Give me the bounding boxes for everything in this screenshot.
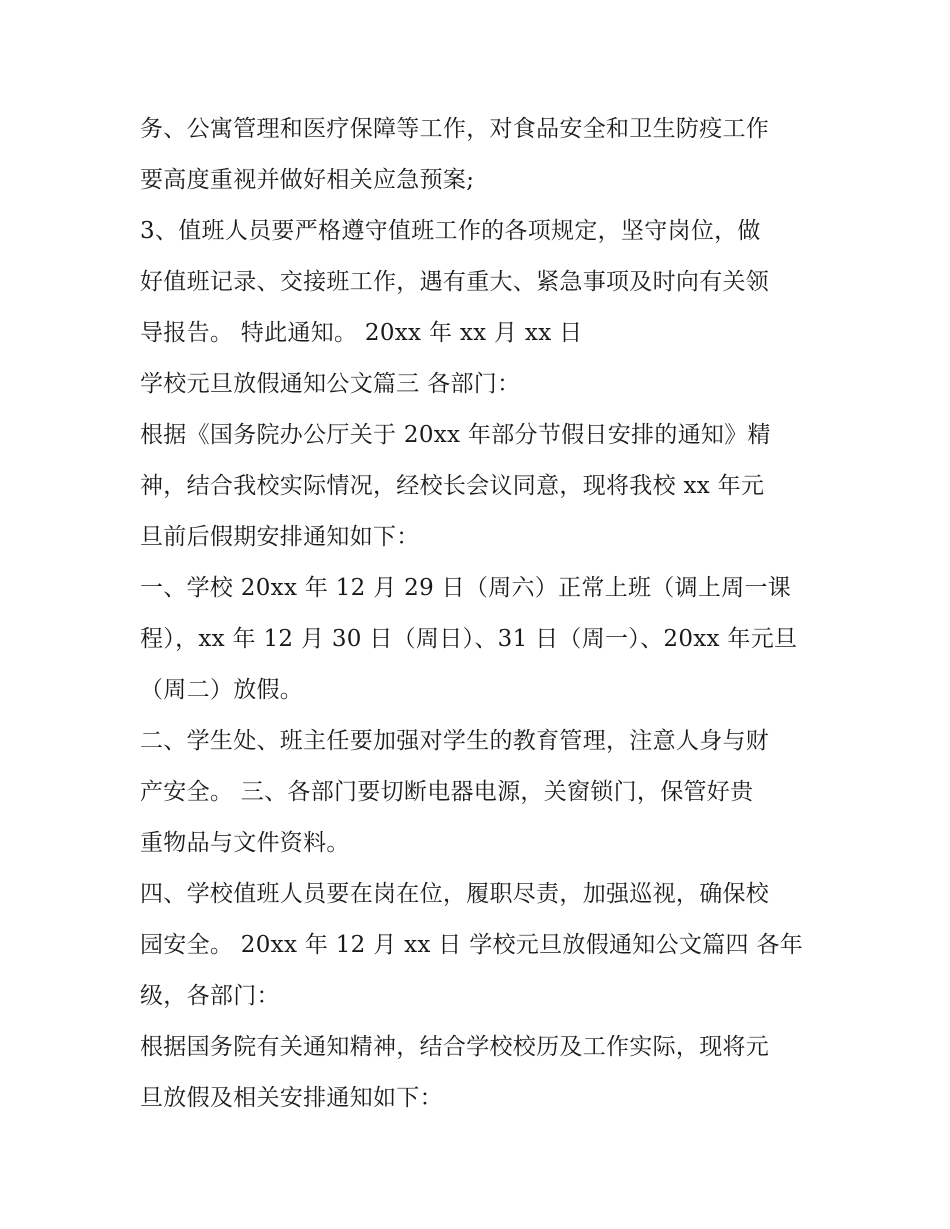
text-line: 级，各部门：: [140, 983, 280, 1009]
text-line: 务、公寓管理和医疗保障等工作，对食品安全和卫生防疫工作: [140, 116, 770, 142]
text-line: 根据国务院有关通知精神，结合学校校历及工作实际，现将元: [140, 1034, 770, 1060]
text-line: 要高度重视并做好相关应急预案;: [140, 167, 475, 193]
text-line: 导报告。 特此通知。 20xx 年 xx 月 xx 日: [140, 320, 583, 346]
text-line: 好值班记录、交接班工作，遇有重大、紧急事项及时向有关领: [140, 269, 770, 295]
document-body: [140, 104, 820, 1124]
text-line: 四、学校值班人员要在岗在位，履职尽责，加强巡视，确保校: [140, 881, 770, 907]
text-line: 二、学生处、班主任要加强对学生的教育管理，注意人身与财: [140, 728, 770, 754]
text-line: （周二）放假。: [140, 677, 304, 703]
text-line: 旦放假及相关安排通知如下：: [140, 1085, 443, 1111]
text-line: 产安全。 三、各部门要切断电器电源，关窗锁门，保管好贵: [140, 779, 754, 805]
section-heading-line: 学校元旦放假通知公文篇三 各部门：: [140, 371, 521, 397]
text-line: 旦前后假期安排通知如下：: [140, 524, 420, 550]
text-line: 程），xx 年 12 月 30 日（周日）、31 日（周一）、20xx 年元旦: [140, 626, 798, 652]
text-line: 3、值班人员要严格遵守值班工作的各项规定，坚守岗位，做: [140, 218, 761, 244]
text-line: 园安全。 20xx 年 12 月 xx 日 学校元旦放假通知公文篇四 各年: [140, 932, 804, 958]
text-line: 重物品与文件资料。: [140, 830, 350, 856]
text-line: 一、学校 20xx 年 12 月 29 日（周六）正常上班（调上周一课: [140, 575, 792, 601]
text-line: 根据《国务院办公厅关于 20xx 年部分节假日安排的通知》精: [140, 422, 771, 448]
text-line: 神，结合我校实际情况，经校长会议同意，现将我校 xx 年元: [140, 473, 765, 499]
